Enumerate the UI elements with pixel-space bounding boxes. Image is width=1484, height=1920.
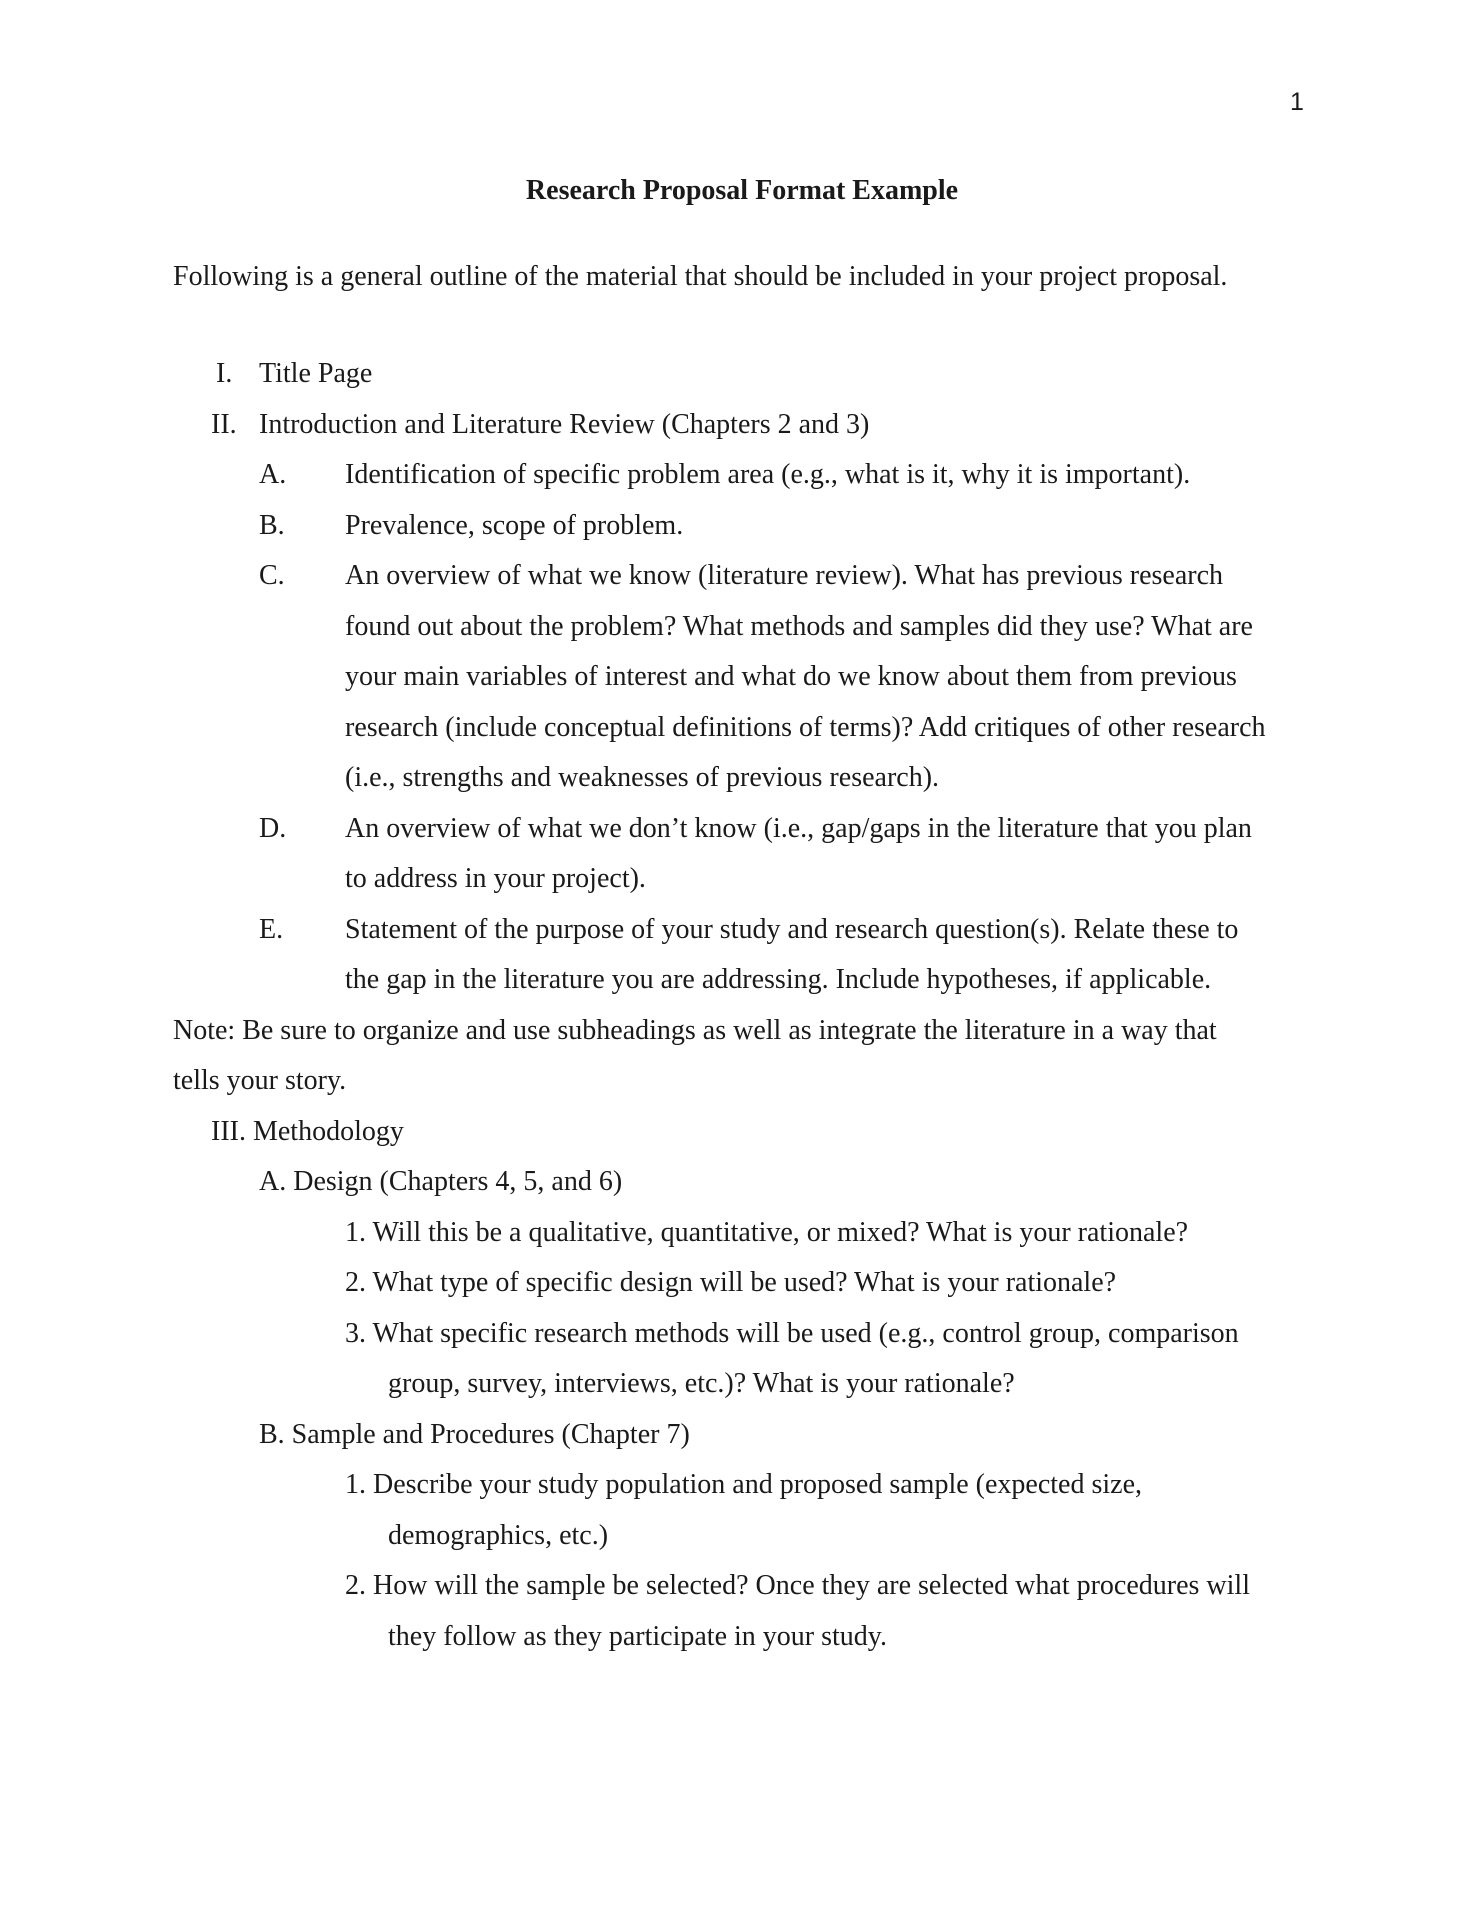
- sample-item-1-line-1: 1. Describe your study population and proposed sample (expected size,: [345, 1469, 1143, 1500]
- item-d-letter: D.: [259, 813, 287, 844]
- section-3-heading: III. Methodology: [211, 1116, 404, 1147]
- design-item-2: 2. What type of specific design will be used? What is your rationale?: [345, 1267, 1117, 1298]
- note-line-1: Note: Be sure to organize and use subheadings as well as integrate the literature in a way that: [173, 1015, 1217, 1046]
- sample-item-1-line-2: demographics, etc.): [388, 1520, 609, 1551]
- item-c-line-3: your main variables of interest and what do we know about them from previous: [345, 661, 1237, 692]
- item-a-text: Identification of specific problem area (e.g., what is it, why it is important).: [345, 459, 1191, 490]
- section-1-label: Title Page: [259, 358, 373, 389]
- design-item-1: 1. Will this be a qualitative, quantitative, or mixed? What is your rationale?: [345, 1217, 1189, 1248]
- item-c-line-4: research (include conceptual definitions of terms)? Add critiques of other research: [345, 712, 1266, 743]
- item-b-letter: B.: [259, 510, 285, 541]
- sample-item-2-line-2: they follow as they participate in your study.: [388, 1621, 887, 1652]
- note-line-2: tells your story.: [173, 1065, 347, 1096]
- item-d-line-1: An overview of what we don’t know (i.e., gap/gaps in the literature that you plan: [345, 813, 1252, 844]
- item-c-line-5: (i.e., strengths and weaknesses of previous research).: [345, 762, 940, 793]
- design-heading: A. Design (Chapters 4, 5, and 6): [259, 1166, 623, 1197]
- item-e-letter: E.: [259, 914, 284, 945]
- sample-heading: B. Sample and Procedures (Chapter 7): [259, 1419, 690, 1450]
- item-a-letter: A.: [259, 459, 287, 490]
- intro-paragraph: Following is a general outline of the material that should be included in your project proposal.: [173, 261, 1228, 292]
- section-2-label: Introduction and Literature Review (Chapters 2 and 3): [259, 409, 870, 440]
- item-c-line-1: An overview of what we know (literature review). What has previous research: [345, 560, 1224, 591]
- design-item-3-line-2: group, survey, interviews, etc.)? What is your rationale?: [388, 1368, 1015, 1399]
- item-c-line-2: found out about the problem? What methods and samples did they use? What are: [345, 611, 1253, 642]
- section-1-numeral: I.: [216, 358, 233, 389]
- document-title: Research Proposal Format Example: [525, 175, 959, 206]
- design-item-3-line-1: 3. What specific research methods will be used (e.g., control group, comparison: [345, 1318, 1239, 1349]
- item-c-letter: C.: [259, 560, 285, 591]
- page-number: 1: [1290, 88, 1304, 116]
- item-b-text: Prevalence, scope of problem.: [345, 510, 684, 541]
- item-e-line-2: the gap in the literature you are addressing. Include hypotheses, if applicable.: [345, 964, 1212, 995]
- item-d-line-2: to address in your project).: [345, 863, 646, 894]
- section-2-numeral: II.: [211, 409, 237, 440]
- item-e-line-1: Statement of the purpose of your study and research question(s). Relate these to: [345, 914, 1239, 945]
- sample-item-2-line-1: 2. How will the sample be selected? Once they are selected what procedures will: [345, 1570, 1250, 1601]
